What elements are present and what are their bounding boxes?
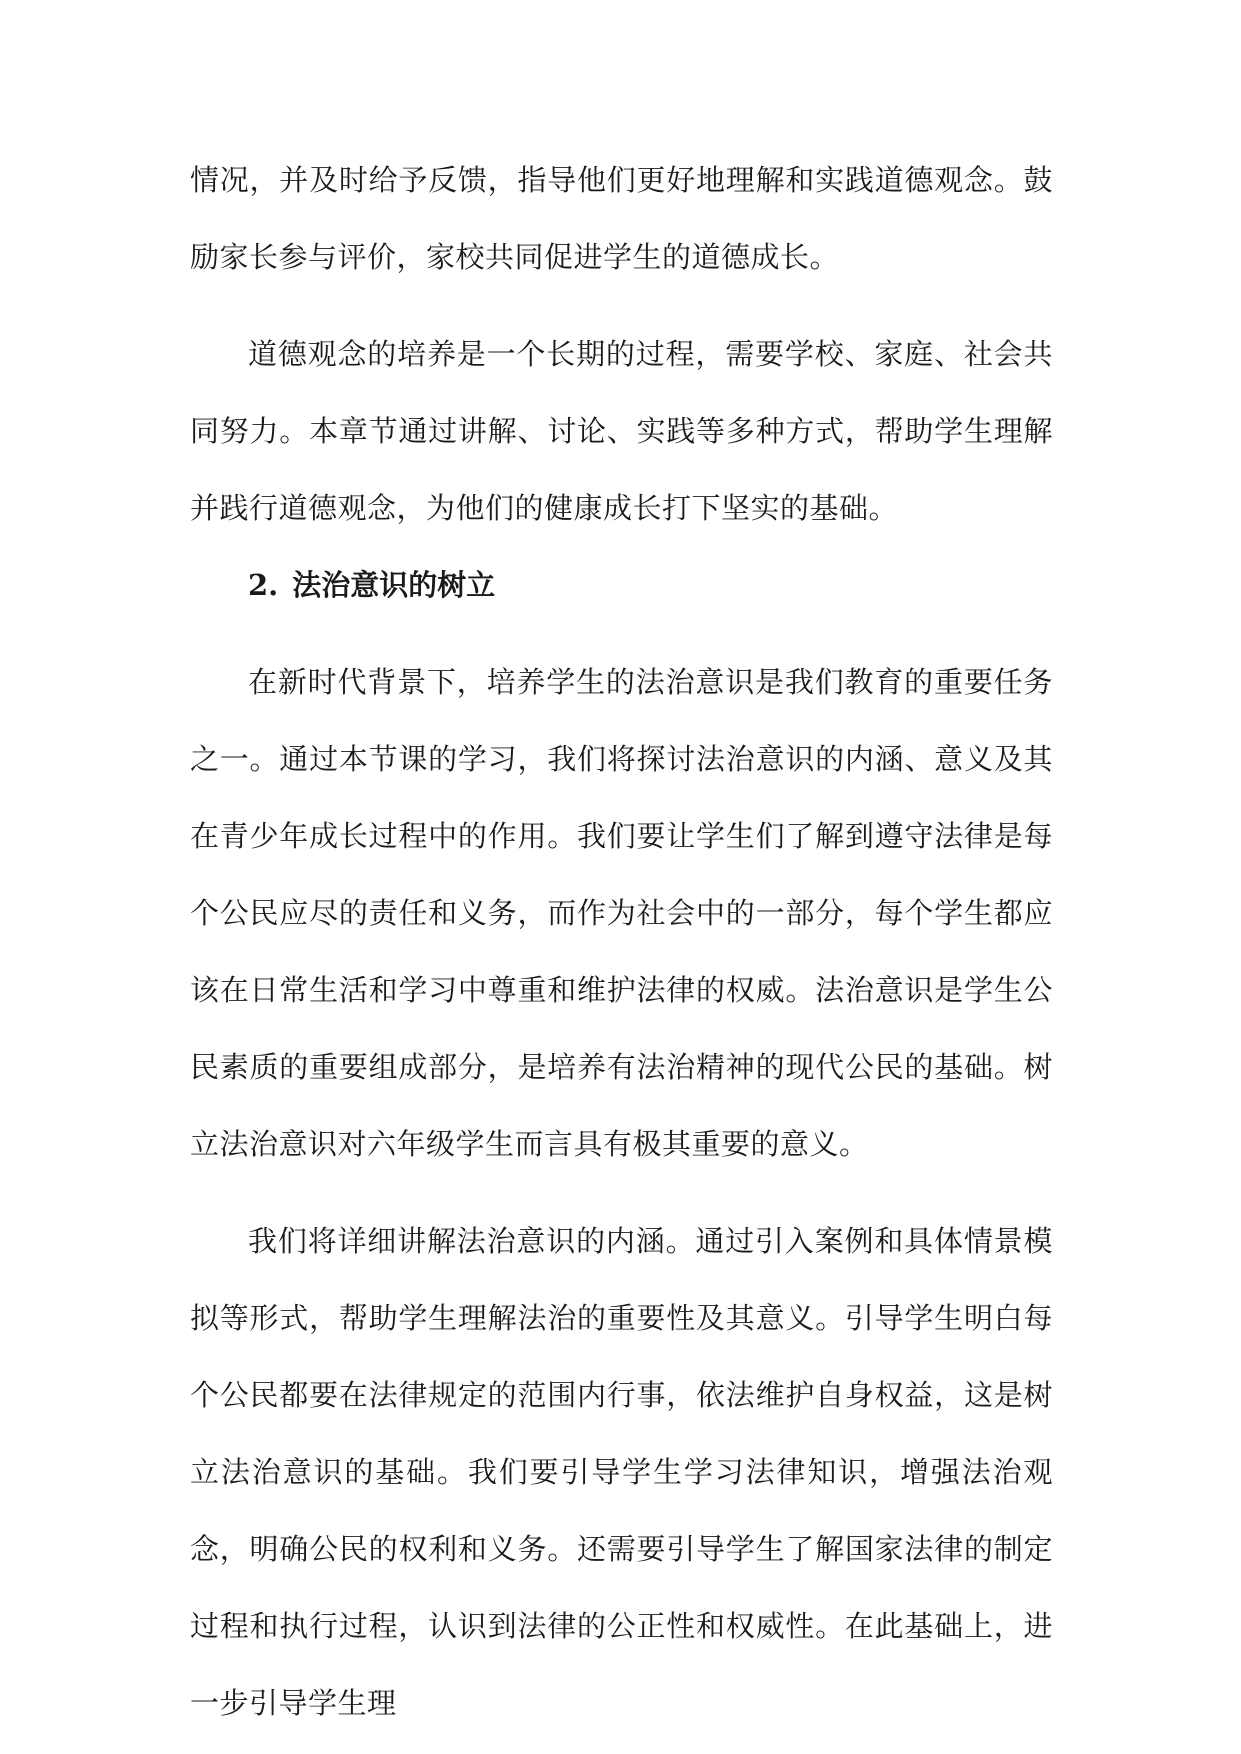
- paragraph-law-detail: 我们将详细讲解法治意识的内涵。通过引入案例和具体情景模拟等形式，帮助学生理解法治的重要性及其意义。引导学生明白每个公民都要在法律规定的范围内行事，依法维护自身权益，这是树立法治意识的基础。我们要引导学生学习法律知识，增强法治观念，明确公民的权利和义务。还需要引导学生了解国家法律的制定过程和执行过程，认识到法律的公正性和权威性。在此基础上，进一步引导学生理: [190, 1224, 1053, 1720]
- paragraph-law-intro: 在新时代背景下，培养学生的法治意识是我们教育的重要任务之一。通过本节课的学习，我们将探讨法治意识的内涵、意义及其在青少年成长过程中的作用。我们要让学生们了解到遵守法律是每个公民应尽的责任和义务，而作为社会中的一部分，每个学生都应该在日常生活和学习中尊重和维护法律的权威。法治意识是学生公民素质的重要组成部分，是培养有法治精神的现代公民的基础。树立法治意识对六年级学生而言具有极其重要的意义。: [190, 665, 1053, 1161]
- section-heading: [190, 547, 1053, 624]
- paragraph-moral-summary: 道德观念的培养是一个长期的过程，需要学校、家庭、社会共同努力。本章节通过讲解、讨论、实践等多种方式，帮助学生理解并践行道德观念，为他们的健康成长打下坚实的基础。: [190, 337, 1053, 525]
- section-title: 法治意识的树立: [292, 568, 496, 602]
- document-page: [190, 142, 1053, 1742]
- section-number: 2.: [248, 568, 279, 602]
- paragraph-continued: 情况，并及时给予反馈，指导他们更好地理解和实践道德观念。鼓励家长参与评价，家校共同促进学生的道德成长。: [190, 163, 1053, 274]
